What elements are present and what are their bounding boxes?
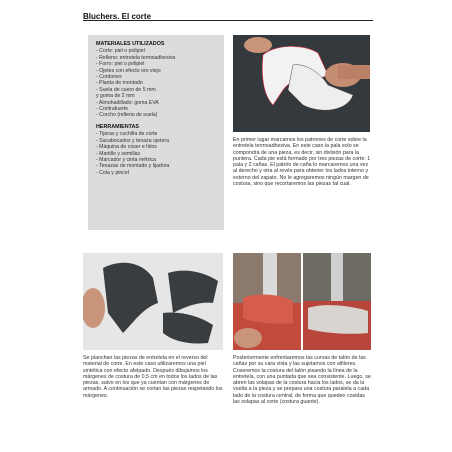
- page-title: Bluchers. El corte: [83, 12, 152, 21]
- materials-heading: MATERIALES UTILIZADOS: [96, 41, 165, 47]
- list-item: - Corte: piel o polipiel: [96, 48, 145, 55]
- page-header: [83, 6, 373, 21]
- list-item: - Planta de montado: [96, 80, 143, 87]
- list-item: - Corcho (relleno de suela): [96, 112, 158, 119]
- tools-list: [96, 131, 216, 176]
- caption-marking: En primer lugar marcamos los patrones de corte sobre la entretela termoadhesiva. En este caso la pala solo se compondrá de una pieza, es decir, sin división para la puntera. Cada pie está formado por tres piezas de corte: 1 pala y 2 cañas. El patrón de caña lo marcaremos una vez al derecho y otra al revés para obtener los lados interno y externo del zapato. No le agregaremos ningún margen de costura, sino que recortaremos las piezas tal cual.: [233, 137, 371, 188]
- list-item: - Cordones: [96, 74, 122, 81]
- list-item: - Almohadillado: goma EVA: [96, 99, 159, 106]
- materials-list: [96, 48, 216, 118]
- caption-ironing: Se planchan las piezas de entretela en el reverso del material de corte. En este caso utilizaremos una piel sintética con efecto afelpado. Después dibujamos los márgenes de costura de 0,5 cm en todos los lados de las piezas, salvo en los que ya cuentan con márgenes de armado. A continuación se cortan las piezas respetando los márgenes.: [83, 355, 223, 399]
- photo-marking-patterns: [233, 35, 370, 132]
- tools-heading: HERRAMIENTAS: [96, 123, 140, 130]
- list-item: - Suela de cuero de 5 mm: [96, 86, 156, 93]
- list-item: - Tenazas de montado y lijadora: [96, 163, 170, 170]
- list-item: - Contrafuerte: [96, 106, 129, 113]
- materials-box: [88, 35, 224, 230]
- list-item: - Máquina de coser e hilos: [96, 144, 157, 151]
- photo-sewing-2: [303, 253, 371, 350]
- list-item: y goma de 2 mm: [96, 93, 135, 100]
- list-item: - Martillo y semillas: [96, 150, 141, 157]
- photo-pieces-cut: [83, 253, 223, 350]
- list-item: - Cola y pincel: [96, 169, 129, 176]
- list-item: - Relleno: entretela termoadhesiva: [96, 54, 176, 61]
- photo-sewing-1: [233, 253, 301, 350]
- list-item: - Ojetes con efecto oro viejo: [96, 67, 161, 74]
- list-item: - Sacabocados y tenaza ojetera: [96, 137, 169, 144]
- list-item: - Tijeras y cuchilla de corte: [96, 131, 158, 138]
- list-item: - Forro: piel o polipiel: [96, 61, 145, 68]
- list-item: - Marcador y cinta métrica: [96, 156, 156, 163]
- caption-sewing: Posteriormente enfrentaremos las curvas de talón de las cañas por su cara vista y las sujetamos con alfileres. Coseremos la costura del talón pisando la línea de la entretela, con una puntada que sea consistente. Luego, se abren las solapas de la costura hacia los lados, se da la vuelta a la pieza y se prepara una costura paralela a cada lado de la costura central, de forma que queden cosidas las solapas al corte (costura guante).: [233, 355, 371, 406]
